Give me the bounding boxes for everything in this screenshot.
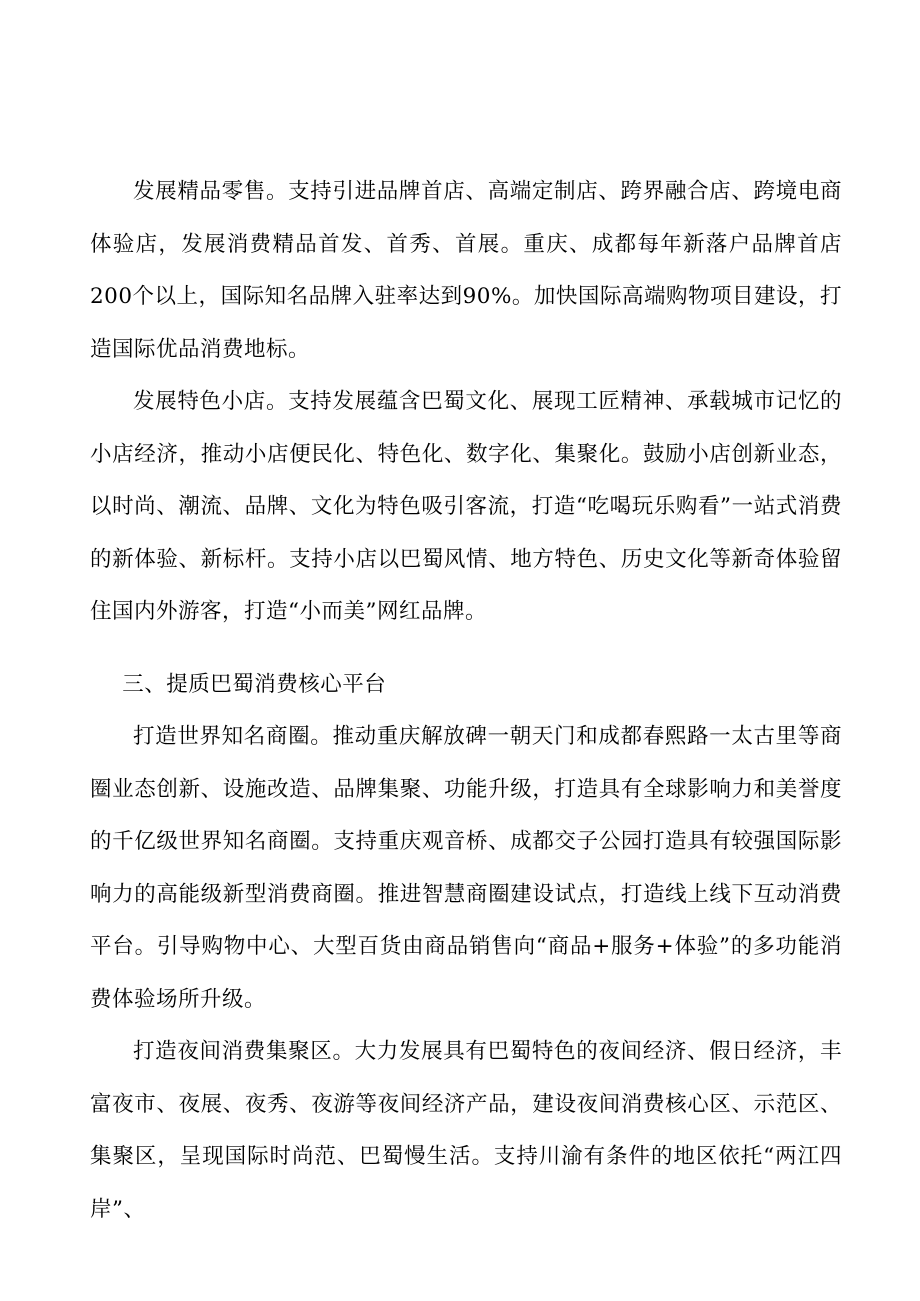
- paragraph-night-consumption: 打造夜间消费集聚区。大力发展具有巴蜀特色的夜间经济、假日经济，丰富夜市、夜展、夜秀、夜游等夜间经济产品，建设夜间消费核心区、示范区、集聚区，呈现国际时尚范、巴蜀慢生活。支持川渝有条件的地区依托“两江四岸”、: [90, 1039, 842, 1222]
- paragraph-business-district: 打造世界知名商圈。推动重庆解放碑一朝天门和成都春熙路一太古里等商圈业态创新、设施改造、品牌集聚、功能升级，打造具有全球影响力和美誉度的千亿级世界知名商圈。支持重庆观音桥、成都交子公园打造具有较强国际影响力的高能级新型消费商圈。推进智慧商圈建设试点，打造线上线下互动消费平台。引导购物中心、大型百货由商品销售向“商品+服务+体验”的多功能消费体验场所升级。: [90, 724, 842, 1012]
- document-body: [90, 166, 842, 1236]
- section-heading: 三、提质巴蜀消费核心平台: [122, 671, 387, 697]
- paragraph-specialty-shops: 发展特色小店。支持发展蕴含巴蜀文化、展现工匠精神、承载城市记忆的小店经济，推动小店便民化、特色化、数字化、集聚化。鼓励小店创新业态，以时尚、潮流、品牌、文化为特色吸引客流，打造“吃喝玩乐购看”一站式消费的新体验、新标杆。支持小店以巴蜀风情、地方特色、历史文化等新奇体验留住国内外游客，打造“小而美”网红品牌。: [90, 389, 842, 624]
- paragraph-boutique-retail: 发展精品零售。支持引进品牌首店、高端定制店、跨界融合店、跨境电商体验店，发展消费精品首发、首秀、首展。重庆、成都每年新落户品牌首店200个以上，国际知名品牌入驻率达到90%。加快国际高端购物项目建设，打造国际优品消费地标。: [90, 179, 842, 362]
